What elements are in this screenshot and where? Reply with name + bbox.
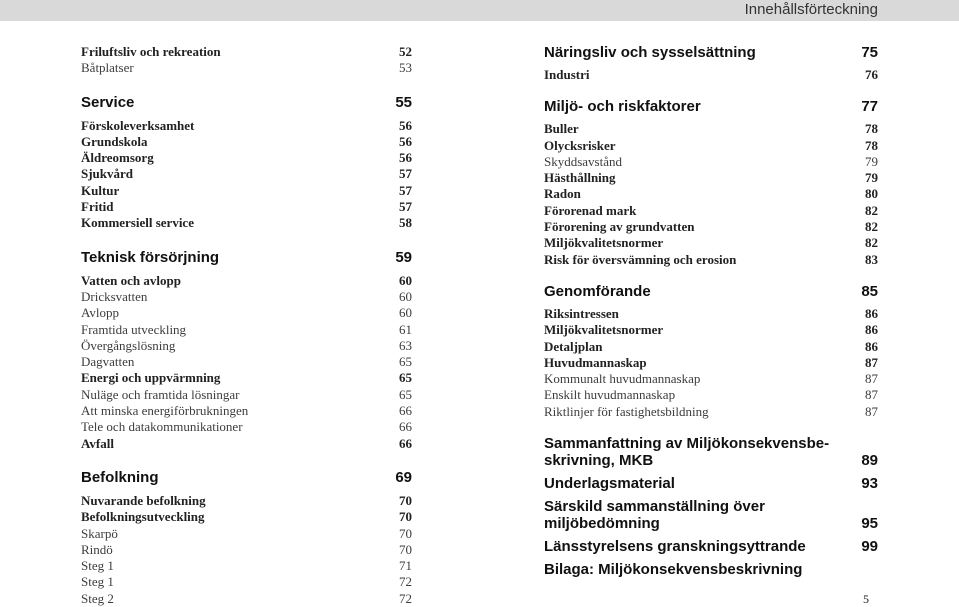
toc-entry-steg-1[interactable] xyxy=(81,558,412,574)
toc-entry-kommersiell-service[interactable] xyxy=(81,215,412,231)
toc-entry-friluftsliv-och-rekreation[interactable] xyxy=(81,44,412,60)
toc-entry-label: Framtida utveckling xyxy=(81,321,187,337)
toc-entry-page: 83 xyxy=(865,251,878,267)
toc-entry-label: Båtplatser xyxy=(81,60,134,76)
toc-entry-steg-2[interactable] xyxy=(81,591,412,607)
toc-heading-bilaga-miljokonsekvensbeskrivning[interactable] xyxy=(544,561,878,578)
toc-heading-lansstyrelsens-granskningsyttrande[interactable] xyxy=(544,538,878,555)
toc-entry-page: 57 xyxy=(399,182,412,198)
toc-entry-label: Att minska energiförbrukningen xyxy=(81,403,249,419)
toc-entry-kommunalt-huvudmannaskap[interactable] xyxy=(544,371,878,387)
toc-entry-batplatser[interactable] xyxy=(81,60,412,76)
toc-entry-label: Kultur xyxy=(81,182,120,198)
toc-heading-page: 55 xyxy=(395,93,412,111)
toc-entry-label: Huvudmannaskap xyxy=(544,354,647,370)
toc-entry-page: 80 xyxy=(865,186,878,202)
toc-heading-teknisk-forsorjning[interactable] xyxy=(81,249,412,266)
toc-entry-label: Detaljplan xyxy=(544,338,603,354)
toc-entry-label: Risk för översvämning och erosion xyxy=(544,251,737,267)
toc-entry-page: 71 xyxy=(399,558,412,574)
toc-heading-label: Länsstyrelsens granskningsyttrande xyxy=(544,538,806,556)
toc-entry-label: Avlopp xyxy=(81,305,120,321)
toc-entry-label: Grundskola xyxy=(81,133,148,149)
toc-entry-label: Friluftsliv och rekreation xyxy=(81,44,221,59)
toc-entry-energi-och-uppvarmning[interactable] xyxy=(81,370,412,386)
toc-entry-page: 57 xyxy=(399,199,412,215)
toc-heading-page: 93 xyxy=(861,475,878,493)
toc-entry-label: Steg 1 xyxy=(81,574,114,590)
toc-heading-label: Bilaga: Miljökonsekvensbeskrivning xyxy=(544,561,803,579)
toc-entry-label: Avfall xyxy=(81,435,114,451)
toc-heading-service[interactable] xyxy=(81,94,412,111)
toc-entry-page: 60 xyxy=(399,305,412,321)
toc-entry-radon[interactable] xyxy=(544,186,878,202)
toc-entry-page: 82 xyxy=(865,235,878,251)
toc-entry-page: 66 xyxy=(399,419,412,435)
toc-entry-label: Energi och uppvärmning xyxy=(81,370,221,386)
toc-entry-label: Skarpö xyxy=(81,525,118,541)
toc-heading-sarskild-sammanstallning-over-miljobedomning[interactable] xyxy=(544,498,878,532)
toc-entry-page: 76 xyxy=(865,67,878,82)
toc-entry-page: 87 xyxy=(865,354,878,370)
toc-heading-befolkning[interactable] xyxy=(81,469,412,486)
toc-entry-label: Tele och datakommunikationer xyxy=(81,419,243,435)
toc-heading-page: 99 xyxy=(861,538,878,556)
toc-left-column xyxy=(81,44,412,607)
toc-entry-label: Steg 1 xyxy=(81,558,114,574)
toc-heading-page: 95 xyxy=(861,515,878,533)
toc-entry-dagvatten[interactable] xyxy=(81,354,412,370)
toc-entry-label: Enskilt huvudmannaskap xyxy=(544,387,676,403)
header-bar xyxy=(0,0,959,21)
toc-heading-page: 75 xyxy=(861,44,878,61)
toc-entry-nuvarande-befolkning[interactable] xyxy=(81,493,412,509)
toc-entry-label: Steg 2 xyxy=(81,590,114,606)
toc-entry-page: 56 xyxy=(399,133,412,149)
toc-heading-page: 77 xyxy=(861,98,878,116)
toc-heading-miljo-och-riskfaktorer[interactable] xyxy=(544,98,878,115)
toc-entry-page: 58 xyxy=(399,215,412,231)
toc-entry-fororenad-mark[interactable] xyxy=(544,203,878,219)
toc-entry-page: 60 xyxy=(399,288,412,304)
toc-entry-overgangslosning[interactable] xyxy=(81,338,412,354)
toc-entry-page: 56 xyxy=(399,117,412,133)
toc-entry-label: Hästhållning xyxy=(544,170,616,186)
toc-entry-buller[interactable] xyxy=(544,121,878,137)
toc-entry-page: 60 xyxy=(399,272,412,288)
toc-entry-label: Befolkningsutveckling xyxy=(81,509,205,525)
toc-entry-page: 78 xyxy=(865,137,878,153)
toc-entry-hasthallning[interactable] xyxy=(544,170,878,186)
toc-entry-miljokvalitetsnormer[interactable] xyxy=(544,322,878,338)
toc-entry-detaljplan[interactable] xyxy=(544,339,878,355)
document-section-title: Innehållsförteckning xyxy=(744,1,878,18)
toc-entry-label: Riksintressen xyxy=(544,305,619,321)
toc-entry-vatten-och-avlopp[interactable] xyxy=(81,273,412,289)
toc-entry-aldreomsorg[interactable] xyxy=(81,150,412,166)
toc-heading-label: Underlagsmaterial xyxy=(544,475,675,493)
toc-entry-page: 79 xyxy=(865,170,878,186)
toc-entry-page: 61 xyxy=(399,321,412,337)
toc-entry-label: Industri xyxy=(544,67,590,82)
toc-heading-naringsliv-och-sysselsattning[interactable] xyxy=(544,44,878,61)
toc-entry-page: 52 xyxy=(399,44,412,59)
toc-entry-label: Riktlinjer för fastighetsbildning xyxy=(544,403,709,419)
toc-entry-page: 70 xyxy=(399,525,412,541)
toc-entry-label: Nuvarande befolkning xyxy=(81,492,206,508)
toc-entry-page: 65 xyxy=(399,354,412,370)
toc-entry-page: 65 xyxy=(399,370,412,386)
toc-entry-page: 56 xyxy=(399,150,412,166)
toc-entry-kultur[interactable] xyxy=(81,183,412,199)
toc-entry-huvudmannaskap[interactable] xyxy=(544,355,878,371)
toc-entry-industri[interactable] xyxy=(544,67,878,83)
toc-entry-miljokvalitetsnormer[interactable] xyxy=(544,235,878,251)
toc-entry-label: Miljökvalitetsnormer xyxy=(544,235,664,251)
toc-entry-label: Förskoleverksamhet xyxy=(81,117,195,133)
toc-entry-page: 86 xyxy=(865,305,878,321)
toc-entry-tele-och-datakommunikationer[interactable] xyxy=(81,419,412,435)
toc-heading-underlagsmaterial[interactable] xyxy=(544,475,878,492)
toc-heading-label: Näringsliv och sysselsättning xyxy=(544,44,756,61)
toc-heading-label: Befolkning xyxy=(81,468,159,486)
toc-entry-page: 72 xyxy=(399,574,412,590)
toc-entry-avlopp[interactable] xyxy=(81,305,412,321)
toc-entry-skyddsavstand[interactable] xyxy=(544,154,878,170)
toc-right-column xyxy=(544,44,878,578)
toc-entry-label: Kommunalt huvudmannaskap xyxy=(544,371,701,387)
toc-entry-page: 66 xyxy=(399,435,412,451)
toc-entry-label: Rindö xyxy=(81,541,113,557)
toc-entry-fororening-av-grundvatten[interactable] xyxy=(544,219,878,235)
toc-heading-page: 85 xyxy=(861,282,878,300)
toc-entry-page: 57 xyxy=(399,166,412,182)
toc-entry-avfall[interactable] xyxy=(81,436,412,452)
toc-heading-label: Service xyxy=(81,93,135,111)
toc-entry-label: Dricksvatten xyxy=(81,288,148,304)
toc-entry-page: 86 xyxy=(865,338,878,354)
toc-entry-label: Kommersiell service xyxy=(81,215,194,231)
toc-entry-befolkningsutveckling[interactable] xyxy=(81,509,412,525)
toc-heading-genomforande[interactable] xyxy=(544,283,878,300)
toc-heading-page: 69 xyxy=(395,468,412,486)
toc-entry-label: Sjukvård xyxy=(81,166,134,182)
toc-entry-label: Fritid xyxy=(81,199,114,215)
toc-heading-sammanfattning-av-miljokonsekvensbe-skrivning-mkb[interactable] xyxy=(544,435,878,469)
toc-entry-page: 82 xyxy=(865,219,878,235)
toc-entry-page: 86 xyxy=(865,322,878,338)
toc-entry-forskoleverksamhet[interactable] xyxy=(81,118,412,134)
toc-entry-page: 87 xyxy=(865,403,878,419)
toc-heading-label: Miljö- och riskfaktorer xyxy=(544,98,701,116)
toc-entry-page: 87 xyxy=(865,371,878,387)
toc-heading-page: 89 xyxy=(861,452,878,470)
toc-entry-fritid[interactable] xyxy=(81,199,412,215)
toc-entry-dricksvatten[interactable] xyxy=(81,289,412,305)
toc-entry-steg-1[interactable] xyxy=(81,574,412,590)
toc-entry-page: 70 xyxy=(399,492,412,508)
toc-entry-page: 72 xyxy=(399,590,412,606)
toc-entry-label: Förorening av grundvatten xyxy=(544,219,695,235)
toc-entry-page: 53 xyxy=(399,60,412,76)
page-number: 5 xyxy=(863,592,869,606)
toc-heading-label: Teknisk försörjning xyxy=(81,248,220,266)
toc-entry-enskilt-huvudmannaskap[interactable] xyxy=(544,387,878,403)
toc-heading-label: Sammanfattning av Miljökonsekvensbe-skrivning, MKB xyxy=(544,435,830,470)
toc-entry-label: Förorenad mark xyxy=(544,202,637,218)
toc-entry-olycksrisker[interactable] xyxy=(544,138,878,154)
toc-heading-label: Genomförande xyxy=(544,282,651,300)
toc-entry-page: 70 xyxy=(399,541,412,557)
toc-entry-page: 82 xyxy=(865,202,878,218)
toc-heading-page: 59 xyxy=(395,248,412,266)
toc-entry-page: 70 xyxy=(399,509,412,525)
toc-entry-page: 65 xyxy=(399,386,412,402)
toc-entry-skarpo[interactable] xyxy=(81,526,412,542)
toc-entry-label: Buller xyxy=(544,121,579,137)
toc-entry-label: Radon xyxy=(544,186,581,202)
toc-entry-riktlinjer-for-fastighetsbildning[interactable] xyxy=(544,404,878,420)
toc-entry-att-minska-energiforbrukningen[interactable] xyxy=(81,403,412,419)
toc-entry-label: Övergångslösning xyxy=(81,337,176,353)
toc-heading-label: Särskild sammanställning över miljöbedömning xyxy=(544,498,765,533)
toc-entry-label: Dagvatten xyxy=(81,354,135,370)
toc-entry-page: 78 xyxy=(865,121,878,137)
toc-entry-label: Miljökvalitetsnormer xyxy=(544,322,664,338)
toc-entry-page: 66 xyxy=(399,403,412,419)
toc-entry-riksintressen[interactable] xyxy=(544,306,878,322)
toc-entry-label: Olycksrisker xyxy=(544,137,616,153)
toc-entry-page: 87 xyxy=(865,387,878,403)
toc-entry-nulage-och-framtida-losningar[interactable] xyxy=(81,387,412,403)
toc-entry-page: 79 xyxy=(865,153,878,169)
toc-entry-label: Nuläge och framtida lösningar xyxy=(81,386,240,402)
toc-entry-page: 63 xyxy=(399,337,412,353)
toc-entry-grundskola[interactable] xyxy=(81,134,412,150)
toc-entry-label: Äldreomsorg xyxy=(81,150,154,166)
toc-entry-framtida-utveckling[interactable] xyxy=(81,322,412,338)
toc-entry-rindo[interactable] xyxy=(81,542,412,558)
toc-entry-label: Skyddsavstånd xyxy=(544,153,622,169)
toc-entry-sjukvard[interactable] xyxy=(81,166,412,182)
toc-entry-risk-for-oversvamning-och-erosion[interactable] xyxy=(544,252,878,268)
toc-entry-label: Vatten och avlopp xyxy=(81,272,181,288)
